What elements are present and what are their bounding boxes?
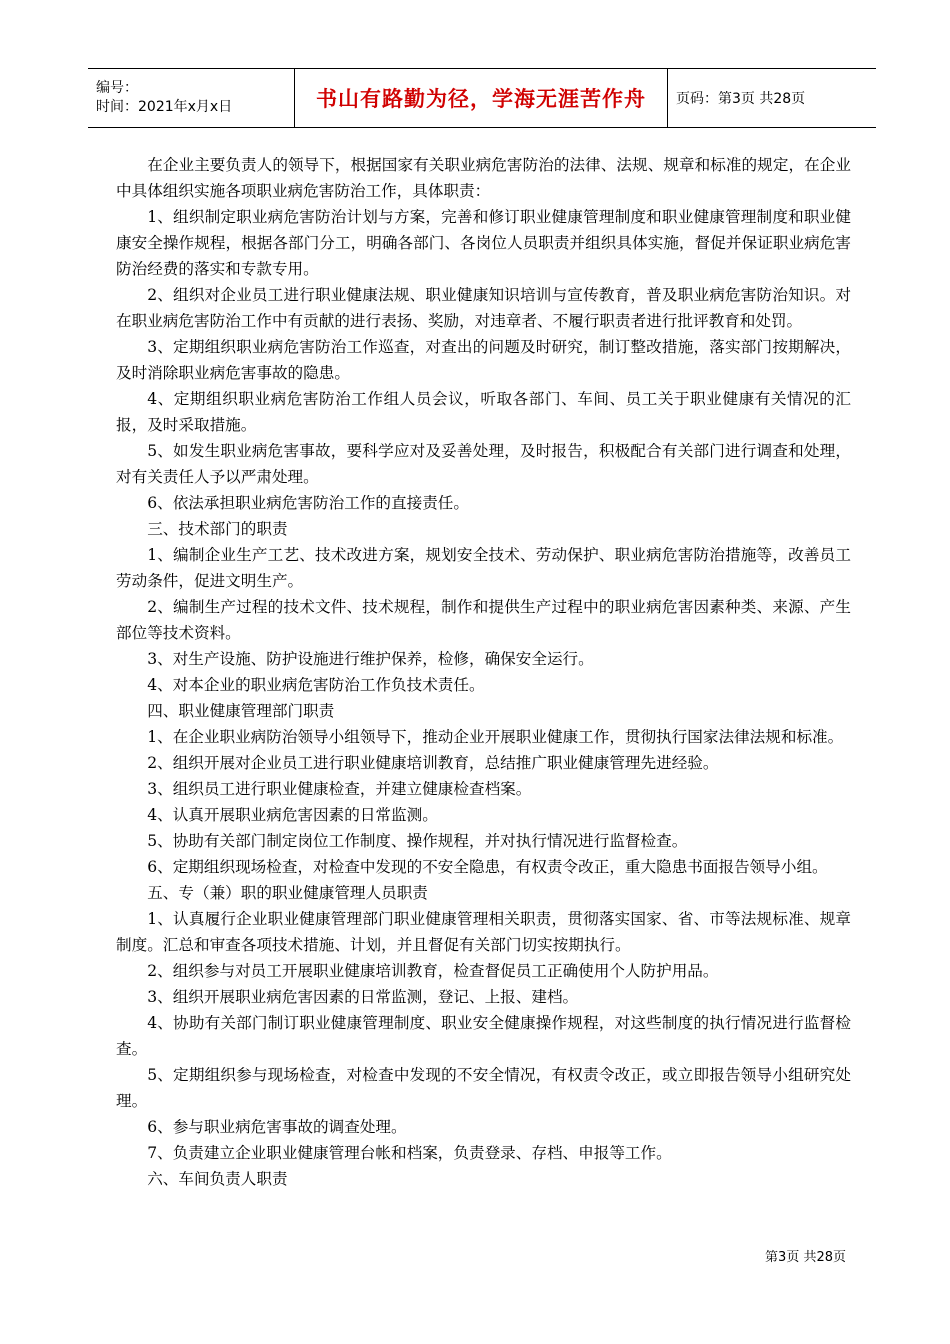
document-number-label: 编号： (96, 80, 138, 96)
document-time-label: 时间：2021年x月x日 (96, 99, 233, 115)
paragraph: 3、定期组织职业病危害防治工作巡查，对查出的问题及时研究，制订整改措施，落实部门按期解决，及时消除职业病危害事故的隐患。 (116, 338, 851, 382)
header-motto: 书山有路勤为径，学海无涯苦作舟 (295, 69, 668, 128)
paragraph: 1、组织制定职业病危害防治计划与方案，完善和修订职业健康管理制度和职业健康管理制度和职业健康安全操作规程，根据各部门分工，明确各部门、各岗位人员职责并组织具体实施，督促并保证职业病危害防治经费的落实和专款专用。 (116, 208, 851, 278)
paragraph: 5、定期组织参与现场检查，对检查中发现的不安全情况，有权责令改正，或立即报告领导小组研究处理。 (116, 1066, 851, 1110)
section-heading: 五、专（兼）职的职业健康管理人员职责 (147, 884, 428, 902)
paragraph: 4、对本企业的职业病危害防治工作负技术责任。 (147, 676, 485, 694)
paragraph: 在企业主要负责人的领导下，根据国家有关职业病危害防治的法律、法规、规章和标准的规定，在企业中具体组织实施各项职业病危害防治工作，具体职责： (116, 156, 851, 200)
paragraph: 5、协助有关部门制定岗位工作制度、操作规程，并对执行情况进行监督检查。 (147, 832, 688, 850)
section-heading: 三、技术部门的职责 (147, 520, 288, 538)
section-heading: 四、职业健康管理部门职责 (147, 702, 335, 720)
paragraph: 5、如发生职业病危害事故，要科学应对及妥善处理，及时报告，积极配合有关部门进行调查和处理，对有关责任人予以严肃处理。 (116, 442, 851, 486)
paragraph: 6、依法承担职业病危害防治工作的直接责任。 (147, 494, 469, 512)
page-header (88, 68, 876, 128)
paragraph: 4、认真开展职业病危害因素的日常监测。 (147, 806, 438, 824)
section-heading: 六、车间负责人职责 (147, 1170, 288, 1188)
paragraph: 4、协助有关部门制订职业健康管理制度、职业安全健康操作规程，对这些制度的执行情况进行监督检查。 (116, 1014, 851, 1058)
header-page-number: 页码：第3页 共28页 (668, 69, 877, 128)
page-footer: 第3页 共28页 (765, 1250, 846, 1265)
paragraph: 2、组织开展对企业员工进行职业健康培训教育，总结推广职业健康管理先进经验。 (147, 754, 719, 772)
paragraph: 3、组织开展职业病危害因素的日常监测，登记、上报、建档。 (147, 988, 579, 1006)
paragraph: 2、组织参与对员工开展职业健康培训教育，检查督促员工正确使用个人防护用品。 (147, 962, 719, 980)
paragraph: 7、负责建立企业职业健康管理台帐和档案，负责登录、存档、申报等工作。 (147, 1144, 672, 1162)
paragraph: 1、在企业职业病防治领导小组领导下，推动企业开展职业健康工作，贯彻执行国家法律法规和标准。 (147, 728, 844, 746)
paragraph: 6、参与职业病危害事故的调查处理。 (147, 1118, 407, 1136)
paragraph: 1、编制企业生产工艺、技术改进方案，规划安全技术、劳动保护、职业病危害防治措施等，改善员工劳动条件，促进文明生产。 (116, 546, 851, 590)
paragraph: 4、定期组织职业病危害防治工作组人员会议，听取各部门、车间、员工关于职业健康有关情况的汇报，及时采取措施。 (116, 390, 851, 434)
paragraph: 2、编制生产过程的技术文件、技术规程，制作和提供生产过程中的职业病危害因素种类、来源、产生部位等技术资料。 (116, 598, 851, 642)
paragraph: 3、对生产设施、防护设施进行维护保养，检修，确保安全运行。 (147, 650, 594, 668)
paragraph: 6、定期组织现场检查，对检查中发现的不安全隐患，有权责令改正，重大隐患书面报告领导小组。 (147, 858, 828, 876)
paragraph: 2、组织对企业员工进行职业健康法规、职业健康知识培训与宣传教育，普及职业病危害防治知识。对在职业病危害防治工作中有贡献的进行表扬、奖励，对违章者、不履行职责者进行批评教育和处罚。 (116, 286, 851, 330)
paragraph: 3、组织员工进行职业健康检查，并建立健康检查档案。 (147, 780, 532, 798)
header-meta-cell (88, 69, 295, 128)
paragraph: 1、认真履行企业职业健康管理部门职业健康管理相关职责，贯彻落实国家、省、市等法规标准、规章制度。汇总和审查各项技术措施、计划，并且督促有关部门切实按期执行。 (116, 910, 851, 954)
document-body (116, 152, 851, 1192)
